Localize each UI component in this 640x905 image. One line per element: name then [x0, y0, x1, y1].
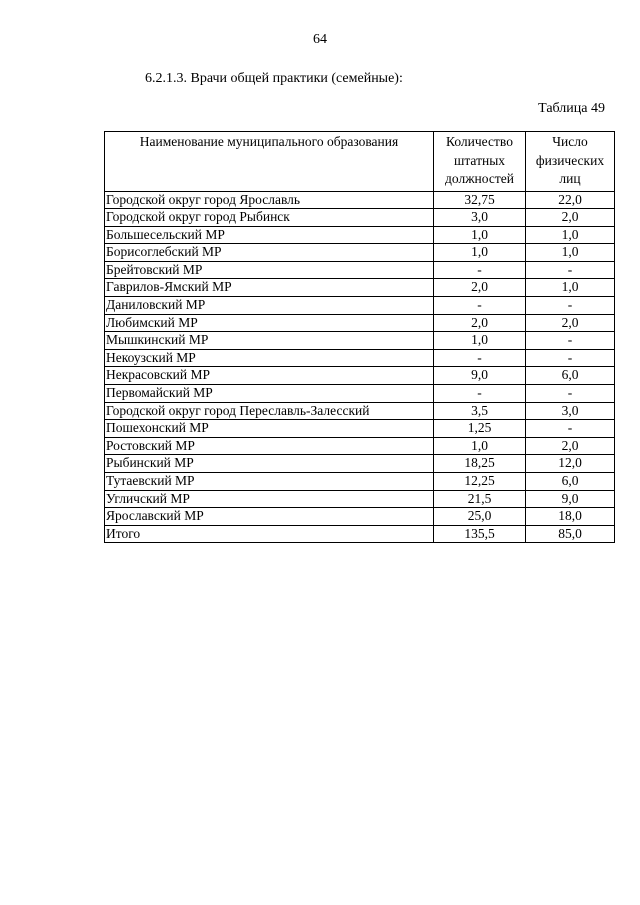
header-municipality — [105, 132, 434, 192]
table-row — [105, 209, 615, 227]
header-persons-line-3: лиц — [559, 171, 581, 186]
table-row — [105, 420, 615, 438]
staff-positions-value: 1,25 — [434, 420, 526, 438]
municipality-name: Первомайский МР — [105, 385, 434, 403]
physical-persons-value: 22,0 — [526, 191, 615, 209]
doctors-table — [104, 131, 615, 543]
municipality-name: Угличский МР — [105, 490, 434, 508]
physical-persons-value: - — [526, 332, 615, 350]
staff-positions-value: 32,75 — [434, 191, 526, 209]
physical-persons-value: 2,0 — [526, 209, 615, 227]
staff-positions-value: 9,0 — [434, 367, 526, 385]
table-row — [105, 332, 615, 350]
header-persons-line-2: физических — [535, 152, 605, 168]
table-row — [105, 279, 615, 297]
table-body — [105, 191, 615, 543]
page-number: 64 — [313, 32, 327, 47]
physical-persons-value: 18,0 — [526, 508, 615, 526]
table-caption: Таблица 49 — [538, 101, 605, 116]
staff-positions-value: 1,0 — [434, 332, 526, 350]
table-row — [105, 297, 615, 315]
table-row — [105, 261, 615, 279]
staff-positions-value: 25,0 — [434, 508, 526, 526]
staff-positions-value: 1,0 — [434, 244, 526, 262]
physical-persons-value: - — [526, 297, 615, 315]
header-staff-positions — [434, 132, 526, 192]
table-row — [105, 402, 615, 420]
municipality-name: Ярославский МР — [105, 508, 434, 526]
municipality-name: Городской округ город Ярославль — [105, 191, 434, 209]
municipality-name: Любимский МР — [105, 314, 434, 332]
total-staff-positions: 135,5 — [434, 525, 526, 543]
physical-persons-value: 9,0 — [526, 490, 615, 508]
municipality-name: Гаврилов-Ямский МР — [105, 279, 434, 297]
physical-persons-value: 6,0 — [526, 367, 615, 385]
municipality-name: Борисоглебский МР — [105, 244, 434, 262]
physical-persons-value: 3,0 — [526, 402, 615, 420]
physical-persons-value: 6,0 — [526, 473, 615, 491]
staff-positions-value: 18,25 — [434, 455, 526, 473]
municipality-name: Даниловский МР — [105, 297, 434, 315]
physical-persons-value: 1,0 — [526, 244, 615, 262]
municipality-name: Большесельский МР — [105, 226, 434, 244]
municipality-name: Городской округ город Рыбинск — [105, 209, 434, 227]
header-physical-persons — [526, 132, 615, 192]
table-row — [105, 437, 615, 455]
table-total-row — [105, 525, 615, 543]
header-staff-line-1: Количество — [446, 134, 513, 149]
table-row — [105, 385, 615, 403]
table-header-row — [105, 132, 615, 192]
table-row — [105, 244, 615, 262]
staff-positions-value: 21,5 — [434, 490, 526, 508]
table-row — [105, 508, 615, 526]
staff-positions-value: 2,0 — [434, 314, 526, 332]
municipality-name: Рыбинский МР — [105, 455, 434, 473]
municipality-name: Брейтовский МР — [105, 261, 434, 279]
municipality-name: Ростовский МР — [105, 437, 434, 455]
header-staff-line-3: должностей — [445, 171, 514, 186]
total-label: Итого — [105, 525, 434, 543]
table-row — [105, 473, 615, 491]
staff-positions-value: 2,0 — [434, 279, 526, 297]
table-row — [105, 314, 615, 332]
table-row — [105, 367, 615, 385]
staff-positions-value: 1,0 — [434, 226, 526, 244]
physical-persons-value: 1,0 — [526, 279, 615, 297]
municipality-name: Некоузский МР — [105, 349, 434, 367]
staff-positions-value: - — [434, 385, 526, 403]
header-municipality-label: Наименование муниципального образования — [139, 134, 399, 149]
staff-positions-value: - — [434, 349, 526, 367]
table-row — [105, 226, 615, 244]
physical-persons-value: 12,0 — [526, 455, 615, 473]
table-row — [105, 490, 615, 508]
table-row — [105, 455, 615, 473]
staff-positions-value: - — [434, 297, 526, 315]
physical-persons-value: 1,0 — [526, 226, 615, 244]
physical-persons-value: 2,0 — [526, 437, 615, 455]
section-heading: 6.2.1.3. Врачи общей практики (семейные): — [145, 71, 403, 86]
total-physical-persons: 85,0 — [526, 525, 615, 543]
physical-persons-value: - — [526, 261, 615, 279]
municipality-name: Мышкинский МР — [105, 332, 434, 350]
header-staff-line-2: штатных — [453, 152, 506, 168]
physical-persons-value: - — [526, 349, 615, 367]
staff-positions-value: 3,5 — [434, 402, 526, 420]
municipality-name: Тутаевский МР — [105, 473, 434, 491]
staff-positions-value: 3,0 — [434, 209, 526, 227]
municipality-name: Городской округ город Переславль-Залесский — [105, 402, 434, 420]
physical-persons-value: - — [526, 420, 615, 438]
table-row — [105, 191, 615, 209]
staff-positions-value: - — [434, 261, 526, 279]
staff-positions-value: 12,25 — [434, 473, 526, 491]
header-persons-line-1: Число — [552, 134, 588, 149]
physical-persons-value: - — [526, 385, 615, 403]
table-row — [105, 349, 615, 367]
municipality-name: Некрасовский МР — [105, 367, 434, 385]
staff-positions-value: 1,0 — [434, 437, 526, 455]
municipality-name: Пошехонский МР — [105, 420, 434, 438]
physical-persons-value: 2,0 — [526, 314, 615, 332]
